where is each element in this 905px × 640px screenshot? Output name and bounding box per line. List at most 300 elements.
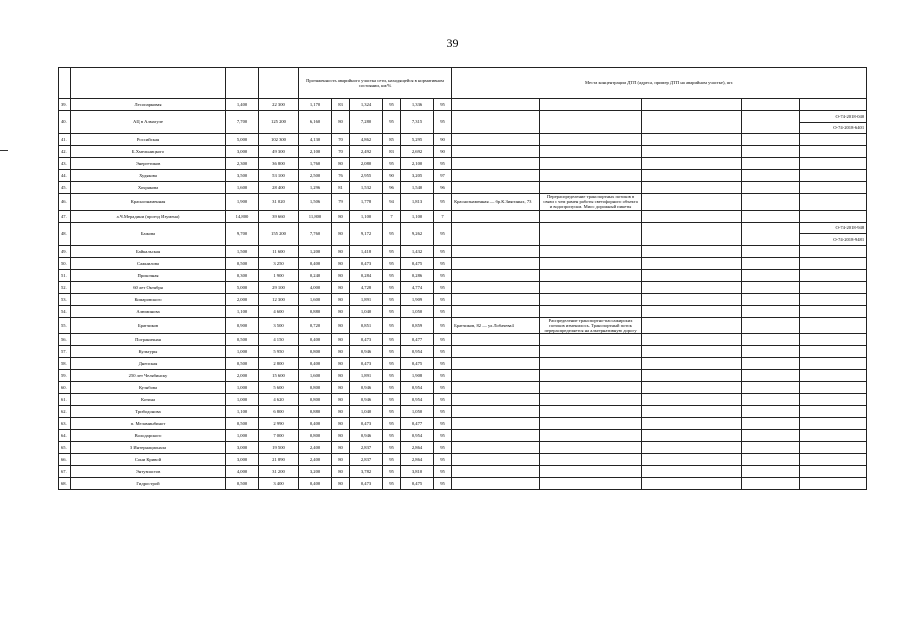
cell-c4: 76	[332, 170, 350, 182]
cell-measure	[540, 281, 642, 293]
cell-codes	[800, 182, 867, 194]
cell-c7: 1,813	[401, 194, 434, 211]
cell-c6: 95	[383, 222, 401, 245]
cell-num: 67.	[59, 466, 71, 478]
table-row	[59, 406, 867, 418]
cell-c7: 0,954	[401, 430, 434, 442]
cell-measure	[540, 111, 642, 134]
cell-c6: 95	[383, 370, 401, 382]
cell-c4: 70	[332, 134, 350, 146]
cell-c2: 155 200	[259, 222, 299, 245]
cell-c5: 0,946	[350, 346, 383, 358]
cell-c2: 4 620	[259, 394, 299, 406]
cell-c1: 0,500	[226, 334, 259, 346]
cell-measure	[540, 358, 642, 370]
cell-place	[452, 466, 540, 478]
cell-c5: 1,040	[350, 305, 383, 317]
table-row	[59, 466, 867, 478]
cell-c5: 2,492	[350, 146, 383, 158]
cell-c1: 0,900	[226, 317, 259, 334]
cell-c7: 0,859	[401, 317, 434, 334]
cell-c6: 95	[383, 346, 401, 358]
cell-c8: 95	[434, 394, 452, 406]
table-row	[59, 382, 867, 394]
cell-c2: 12 300	[259, 293, 299, 305]
cell-c6: 95	[383, 430, 401, 442]
cell-c8: 95	[434, 245, 452, 257]
cell-c1: 2,000	[226, 370, 259, 382]
cell-c5: 0,473	[350, 418, 383, 430]
cell-c1: 1,100	[226, 305, 259, 317]
header-blank	[226, 68, 259, 99]
table-row	[59, 222, 867, 245]
cell-c6: 95	[383, 257, 401, 269]
table-row	[59, 305, 867, 317]
cell-c7: 5,295	[401, 134, 434, 146]
cell-place	[452, 99, 540, 111]
cell-name: Алюминова	[71, 305, 226, 317]
cell-c3: 1,760	[299, 158, 332, 170]
cell-place	[452, 281, 540, 293]
cell-empty	[642, 466, 742, 478]
table-row	[59, 158, 867, 170]
cell-c4: 80	[332, 293, 350, 305]
cell-measure	[540, 346, 642, 358]
cell-c3: 0,800	[299, 346, 332, 358]
cell-c4: 80	[332, 358, 350, 370]
cell-measure	[540, 257, 642, 269]
cell-place	[452, 454, 540, 466]
cell-c1: 0,500	[226, 257, 259, 269]
cell-c8: 95	[434, 281, 452, 293]
cell-num: 64.	[59, 430, 71, 442]
cell-c7: 0,286	[401, 269, 434, 281]
cell-c6: 95	[383, 293, 401, 305]
table-row	[59, 134, 867, 146]
cell-num: 41.	[59, 134, 71, 146]
cell-c1: 3,000	[226, 454, 259, 466]
cell-c3: 1,200	[299, 245, 332, 257]
cell-name: Сажнилова	[71, 257, 226, 269]
road-table	[58, 67, 867, 490]
dtp-code: О-74-2018-9481	[800, 233, 866, 245]
cell-num: 62.	[59, 406, 71, 418]
cell-num: 57.	[59, 346, 71, 358]
cell-c5: 1,418	[350, 245, 383, 257]
table-row	[59, 358, 867, 370]
table-row	[59, 194, 867, 211]
cell-c8: 95	[434, 406, 452, 418]
cell-c6: 95	[383, 334, 401, 346]
cell-c6: 95	[383, 418, 401, 430]
cell-c8: 95	[434, 111, 452, 134]
cell-measure	[540, 382, 642, 394]
cell-c7: 0,954	[401, 346, 434, 358]
cell-name: Прокочная	[71, 269, 226, 281]
cell-c3: 1,600	[299, 370, 332, 382]
table-row	[59, 394, 867, 406]
cell-c8: 97	[434, 170, 452, 182]
cell-c4: 83	[332, 99, 350, 111]
cell-c4: 80	[332, 334, 350, 346]
cell-codes	[800, 317, 867, 334]
cell-measure: Распределение транспортно-пассажирских потоков изменилось. Транспортный поток перераспределяется на альтернативную дорогу	[540, 317, 642, 334]
cell-c3: 1,170	[299, 99, 332, 111]
cell-num: 60.	[59, 382, 71, 394]
cell-c8: 95	[434, 317, 452, 334]
cell-place	[452, 346, 540, 358]
cell-place	[452, 146, 540, 158]
cell-c1: 5,000	[226, 281, 259, 293]
cell-empty	[742, 406, 800, 418]
cell-c3: 0,880	[299, 406, 332, 418]
cell-empty	[642, 281, 742, 293]
cell-num: 40.	[59, 111, 71, 134]
cell-c5: 0,284	[350, 269, 383, 281]
cell-place	[452, 478, 540, 490]
cell-c1: 1,600	[226, 182, 259, 194]
cell-measure	[540, 210, 642, 222]
cell-c5: 4,728	[350, 281, 383, 293]
cell-c8: 90	[434, 134, 452, 146]
cell-codes	[800, 194, 867, 211]
cell-c1: 1,400	[226, 99, 259, 111]
table-row	[59, 418, 867, 430]
cell-c8: 7	[434, 210, 452, 222]
cell-c5: 2,955	[350, 170, 383, 182]
cell-empty	[642, 406, 742, 418]
cell-c7: 1,336	[401, 99, 434, 111]
cell-name: Братчиков	[71, 317, 226, 334]
cell-c4: 80	[332, 382, 350, 394]
cell-empty	[742, 111, 800, 134]
cell-c2: 53 100	[259, 170, 299, 182]
cell-c3: 0,880	[299, 305, 332, 317]
cell-num: 50.	[59, 257, 71, 269]
cell-num: 47.	[59, 210, 71, 222]
table-row	[59, 478, 867, 490]
cell-c8: 95	[434, 158, 452, 170]
table-row	[59, 245, 867, 257]
cell-measure	[540, 406, 642, 418]
table-row	[59, 182, 867, 194]
cell-empty	[642, 257, 742, 269]
cell-c3: 0,400	[299, 257, 332, 269]
cell-place	[452, 170, 540, 182]
cell-num: 56.	[59, 334, 71, 346]
cell-c2: 28 400	[259, 182, 299, 194]
cell-c6: 95	[383, 358, 401, 370]
cell-c4: 80	[332, 257, 350, 269]
cell-c3: 0,800	[299, 430, 332, 442]
cell-empty	[642, 111, 742, 134]
cell-name: Пограничная	[71, 334, 226, 346]
cell-empty	[742, 370, 800, 382]
cell-measure	[540, 430, 642, 442]
table-row	[59, 442, 867, 454]
cell-num: 68.	[59, 478, 71, 490]
cell-c7: 7,315	[401, 111, 434, 134]
cell-c6: 95	[383, 99, 401, 111]
cell-codes	[800, 210, 867, 222]
cell-num: 44.	[59, 170, 71, 182]
cell-name: 250 лет Челябинску	[71, 370, 226, 382]
cell-c5: 1,532	[350, 182, 383, 194]
dtp-code: О-74-2018-040	[835, 113, 865, 119]
cell-c7: 1,100	[401, 210, 434, 222]
cell-c6: 95	[383, 111, 401, 134]
cell-codes	[800, 305, 867, 317]
cell-empty	[742, 382, 800, 394]
cell-c7: 2,864	[401, 442, 434, 454]
cell-name: Бажова	[71, 222, 226, 245]
cell-empty	[642, 358, 742, 370]
cell-c1: 1,000	[226, 430, 259, 442]
cell-c5: 0,946	[350, 430, 383, 442]
cell-c4: 80	[332, 210, 350, 222]
cell-c7: 9,262	[401, 222, 434, 245]
cell-measure	[540, 305, 642, 317]
cell-c4: 80	[332, 442, 350, 454]
cell-num: 66.	[59, 454, 71, 466]
cell-empty	[642, 478, 742, 490]
dtp-code: О-74-2018-948	[835, 225, 865, 231]
cell-c5: 1,040	[350, 406, 383, 418]
cell-c7: 1,540	[401, 182, 434, 194]
cell-place	[452, 358, 540, 370]
cell-c3: 6,160	[299, 111, 332, 134]
cell-c8: 96	[434, 182, 452, 194]
cell-c5: 1,324	[350, 99, 383, 111]
cell-place	[452, 430, 540, 442]
cell-measure	[540, 466, 642, 478]
cell-place	[452, 222, 540, 245]
cell-c5: 2,837	[350, 454, 383, 466]
cell-c2: 2 990	[259, 418, 299, 430]
cell-codes	[800, 442, 867, 454]
cell-c2: 11 600	[259, 245, 299, 257]
cell-c1: 1,500	[226, 245, 259, 257]
cell-c2: 21 890	[259, 454, 299, 466]
cell-c4: 80	[332, 346, 350, 358]
table-row	[59, 370, 867, 382]
cell-c7: 3,810	[401, 466, 434, 478]
table-row	[59, 146, 867, 158]
cell-empty	[742, 358, 800, 370]
cell-place	[452, 418, 540, 430]
cell-measure: Перераспределение транспортных потоков в связи с чем рамен работы светофорного объекта и водопропускм. Миос дорожный пикеты	[540, 194, 642, 211]
cell-c8: 95	[434, 442, 452, 454]
cell-place	[452, 257, 540, 269]
cell-name: Днепская	[71, 358, 226, 370]
cell-c1: 0,300	[226, 269, 259, 281]
cell-place	[452, 182, 540, 194]
cell-c8: 95	[434, 293, 452, 305]
cell-codes	[800, 269, 867, 281]
cell-empty	[642, 146, 742, 158]
cell-empty	[742, 269, 800, 281]
cell-measure	[540, 182, 642, 194]
cell-place	[452, 370, 540, 382]
cell-name: Культуры	[71, 346, 226, 358]
cell-name: Энтузиастов	[71, 466, 226, 478]
cell-c8: 95	[434, 99, 452, 111]
cell-c6: 95	[383, 281, 401, 293]
cell-c2: 1 900	[259, 269, 299, 281]
cell-c2: 29 100	[259, 281, 299, 293]
table-row	[59, 346, 867, 358]
cell-num: 52.	[59, 281, 71, 293]
cell-codes	[800, 111, 867, 134]
cell-codes	[800, 281, 867, 293]
cell-c3: 11,800	[299, 210, 332, 222]
cell-codes	[800, 146, 867, 158]
cell-c7: 0,475	[401, 478, 434, 490]
cell-empty	[642, 134, 742, 146]
cell-c3: 0,720	[299, 317, 332, 334]
cell-c3: 0,400	[299, 418, 332, 430]
cell-c2: 6 800	[259, 406, 299, 418]
cell-measure	[540, 418, 642, 430]
cell-c1: 0,500	[226, 478, 259, 490]
cell-num: 54.	[59, 305, 71, 317]
cell-c5: 0,851	[350, 317, 383, 334]
cell-place	[452, 406, 540, 418]
cell-c8: 95	[434, 370, 452, 382]
cell-c7: 1,050	[401, 406, 434, 418]
cell-c6: 95	[383, 382, 401, 394]
cell-c6: 94	[383, 194, 401, 211]
cell-empty	[642, 334, 742, 346]
cell-name: Худякова	[71, 170, 226, 182]
cell-place	[452, 305, 540, 317]
cell-measure	[540, 370, 642, 382]
cell-c1: 1,000	[226, 346, 259, 358]
cell-c2: 5 600	[259, 382, 299, 394]
cell-c6: 95	[383, 269, 401, 281]
cell-num: 61.	[59, 394, 71, 406]
cell-c3: 7,760	[299, 222, 332, 245]
cell-c8: 90	[434, 146, 452, 158]
cell-c3: 0,400	[299, 478, 332, 490]
cell-empty	[642, 370, 742, 382]
cell-name: Котина	[71, 394, 226, 406]
cell-codes	[800, 466, 867, 478]
cell-empty	[642, 293, 742, 305]
cell-c8: 95	[434, 334, 452, 346]
cell-codes	[800, 158, 867, 170]
cell-c5: 4,862	[350, 134, 383, 146]
cell-empty	[642, 442, 742, 454]
cell-name: п. Меламинбинот	[71, 418, 226, 430]
cell-codes	[800, 382, 867, 394]
dtp-code: О-74-2018-6401	[800, 122, 866, 134]
cell-place	[452, 293, 540, 305]
cell-measure	[540, 99, 642, 111]
cell-c8: 95	[434, 346, 452, 358]
table-row	[59, 334, 867, 346]
cell-c5: 0,473	[350, 358, 383, 370]
cell-c5: 3,782	[350, 466, 383, 478]
table-row	[59, 454, 867, 466]
cell-codes	[800, 358, 867, 370]
cell-name: Гидрострой	[71, 478, 226, 490]
cell-name: Кузнбова	[71, 382, 226, 394]
cell-empty	[742, 210, 800, 222]
cell-c7: 2,100	[401, 158, 434, 170]
cell-empty	[742, 281, 800, 293]
cell-c7: 0,475	[401, 358, 434, 370]
cell-empty	[642, 418, 742, 430]
header-blank	[259, 68, 299, 99]
cell-c6: 83	[383, 146, 401, 158]
cell-num: 53.	[59, 293, 71, 305]
cell-c3: 0,800	[299, 394, 332, 406]
cell-c1: 1,900	[226, 194, 259, 211]
cell-c8: 95	[434, 382, 452, 394]
cell-measure	[540, 245, 642, 257]
cell-c6: 7	[383, 210, 401, 222]
cell-c4: 80	[332, 466, 350, 478]
cell-empty	[642, 454, 742, 466]
cell-num: 48.	[59, 222, 71, 245]
cell-c7: 1,908	[401, 370, 434, 382]
cell-c1: 0,500	[226, 418, 259, 430]
cell-name: АЦ в Алмагуле	[71, 111, 226, 134]
cell-c2: 31 200	[259, 466, 299, 478]
cell-empty	[642, 194, 742, 211]
cell-c2: 49 300	[259, 146, 299, 158]
header-dtp-group: Места концентрации ДТП (адреса, пример ДТП на аварийном участке), шт.	[452, 68, 867, 99]
cell-c8: 95	[434, 269, 452, 281]
cell-c6: 95	[383, 406, 401, 418]
cell-num: 42.	[59, 146, 71, 158]
cell-place	[452, 111, 540, 134]
cell-c5: 0,946	[350, 382, 383, 394]
cell-codes	[800, 406, 867, 418]
cell-name: Б.Хмельницкого	[71, 146, 226, 158]
cell-empty	[742, 146, 800, 158]
cell-empty	[642, 394, 742, 406]
table-header-row	[59, 68, 867, 99]
header-blank	[71, 68, 226, 99]
cell-measure	[540, 478, 642, 490]
cell-num: 59.	[59, 370, 71, 382]
cell-c4: 79	[332, 194, 350, 211]
cell-c6: 96	[383, 182, 401, 194]
cell-codes	[800, 293, 867, 305]
cell-c1: 2,300	[226, 158, 259, 170]
cell-empty	[642, 158, 742, 170]
cell-codes	[800, 478, 867, 490]
cell-measure	[540, 293, 642, 305]
cell-c6: 95	[383, 245, 401, 257]
cell-empty	[742, 346, 800, 358]
cell-c5: 2,080	[350, 158, 383, 170]
cell-c7: 0,954	[401, 382, 434, 394]
cell-c8: 95	[434, 466, 452, 478]
cell-c2: 4 150	[259, 334, 299, 346]
cell-codes	[800, 346, 867, 358]
cell-c4: 70	[332, 146, 350, 158]
cell-c4: 81	[332, 182, 350, 194]
cell-c2: 7 000	[259, 430, 299, 442]
cell-empty	[642, 182, 742, 194]
cell-c2: 3 400	[259, 478, 299, 490]
table-row	[59, 111, 867, 134]
cell-c6: 85	[383, 134, 401, 146]
cell-c6: 95	[383, 394, 401, 406]
